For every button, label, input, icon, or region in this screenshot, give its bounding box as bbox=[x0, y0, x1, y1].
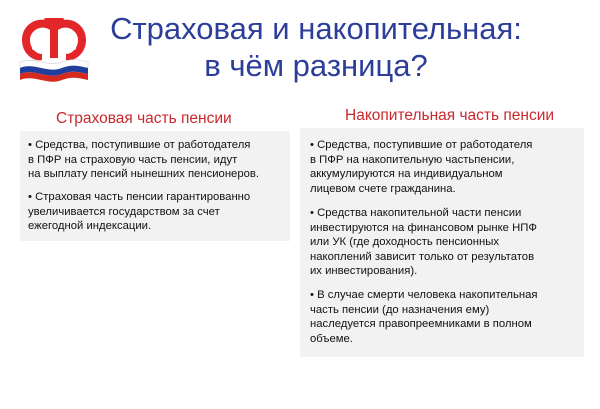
right-bullet-1 bbox=[310, 138, 532, 196]
bullet-line: на выплату пенсий нынешних пенсионеров. bbox=[28, 168, 260, 180]
right-bullet-3 bbox=[310, 288, 538, 346]
left-bullet-2 bbox=[28, 190, 250, 234]
left-bullet-1 bbox=[28, 138, 259, 182]
title-line-2: в чём разница? bbox=[204, 48, 428, 83]
title-line-1: Страховая и накопительная: bbox=[110, 11, 522, 46]
bullet-line: • Средства накопительной части пенсии bbox=[310, 207, 522, 219]
bullet-line: их инвестирования). bbox=[310, 265, 418, 277]
bullet-line: объеме. bbox=[310, 332, 353, 345]
bullet-line: • Средства, поступившие от работодателя bbox=[28, 139, 251, 151]
bullet-line: в ПФР на страховую часть пенсии, идут bbox=[28, 153, 238, 166]
page-title bbox=[96, 10, 536, 84]
bullet-line: • Средства, поступившие от работодателя bbox=[310, 139, 533, 151]
bullet-line: ежегодной индексации. bbox=[28, 220, 152, 232]
left-column-heading: Страховая часть пенсии bbox=[56, 110, 232, 127]
bullet-line: • Страховая часть пенсии гарантированно bbox=[28, 191, 251, 203]
bullet-line: накоплений зависит только от результатов bbox=[310, 250, 535, 263]
bullet-line: в ПФР на накопительную частьпенсии, bbox=[310, 153, 515, 166]
bullet-line: часть пенсии (до назначения ему) bbox=[310, 303, 490, 316]
bullet-line: лицевом счете гражданина. bbox=[310, 182, 456, 195]
pfr-logo-icon bbox=[14, 10, 94, 86]
bullet-line: или УК (где доходность пенсионных bbox=[310, 236, 500, 248]
bullet-line: инвестируются на финансовом рынке НПФ bbox=[310, 221, 537, 234]
right-bullet-2 bbox=[310, 206, 537, 279]
bullet-line: аккумулируются на индивидуальном bbox=[310, 168, 503, 180]
bullet-line: • В случае смерти человека накопительная bbox=[310, 289, 538, 301]
right-column-heading: Накопительная часть пенсии bbox=[345, 107, 555, 124]
bullet-line: увеличивается государством за счет bbox=[28, 205, 220, 218]
bullet-line: наследуется правопреемниками в полном bbox=[310, 318, 532, 330]
